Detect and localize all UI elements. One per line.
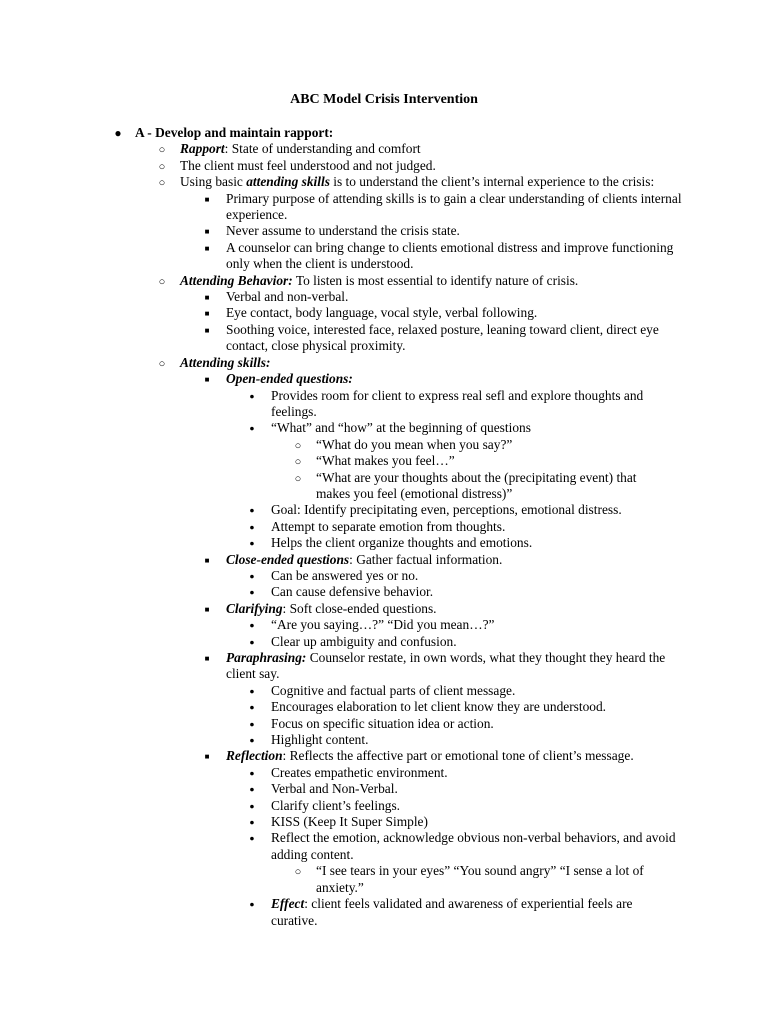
term-clarifying: Clarifying — [226, 600, 283, 616]
rapport-definition: : State of understanding and comfort — [224, 141, 421, 157]
list-item — [0, 470, 768, 503]
list-item — [0, 420, 768, 436]
list-item — [0, 437, 768, 453]
bullet-dot-icon — [245, 716, 259, 732]
bullet-circle-icon — [155, 141, 169, 158]
bullet-circle-icon — [155, 355, 169, 372]
list-item — [0, 371, 768, 387]
list-item — [0, 502, 768, 518]
bullet-square-icon — [200, 223, 214, 240]
list-item — [0, 453, 768, 469]
reflection-point: Clarify client’s feelings. — [271, 797, 401, 813]
list-item — [0, 765, 768, 781]
list-item — [0, 798, 768, 814]
list-item — [0, 584, 768, 600]
term-paraphrasing: Paraphrasing: — [226, 650, 307, 665]
list-item — [0, 781, 768, 797]
effect-definition: : client feels validated and awareness of experiential feels are curative. — [271, 896, 633, 928]
attending-intro-pre: Using basic — [180, 174, 247, 190]
reflection-point: Creates empathetic environment. — [271, 764, 448, 780]
bullet-square-icon — [200, 650, 214, 667]
reflection-point: KISS (Keep It Super Simple) — [271, 814, 428, 830]
term-attending-behavior: Attending Behavior: — [180, 272, 293, 288]
bullet-square-icon — [200, 748, 214, 765]
paraphrasing-point: Highlight content. — [271, 732, 369, 748]
bullet-circle-icon — [155, 174, 169, 191]
bullet-circle-icon — [291, 437, 305, 454]
bullet-dot-icon — [245, 502, 259, 518]
list-item — [0, 699, 768, 715]
term-open-ended: Open-ended questions: — [226, 371, 353, 387]
paraphrasing-point: Focus on specific situation idea or action. — [271, 715, 494, 731]
term-attending-skills: attending skills — [246, 174, 330, 190]
paraphrasing-definition: Counselor restate, in own words, what they thought they heard the client say. — [226, 650, 666, 682]
bullet-square-icon — [200, 601, 214, 618]
open-ended-point: Goal: Identify precipitating even, perceptions, emotional distress. — [271, 502, 622, 518]
attending-point: Never assume to understand the crisis state. — [226, 223, 460, 239]
list-item — [0, 223, 768, 239]
list-item — [0, 305, 768, 321]
section-a — [0, 125, 768, 141]
list-item — [0, 634, 768, 650]
list-item — [0, 601, 768, 617]
list-item — [0, 748, 768, 764]
bullet-dot-icon — [245, 420, 259, 436]
list-item — [0, 240, 768, 273]
open-ended-example: “What do you mean when you say?” — [316, 436, 513, 452]
list-item — [0, 683, 768, 699]
bullet-dot-icon — [245, 699, 259, 715]
bullet-square-icon — [200, 289, 214, 306]
client-understood-text: The client must feel understood and not judged. — [180, 157, 436, 173]
attending-intro-post: is to understand the client’s internal experience to the crisis: — [329, 174, 655, 190]
list-item — [0, 322, 768, 355]
bullet-square-icon — [200, 240, 214, 257]
list-item — [0, 273, 768, 289]
list-item — [0, 388, 768, 421]
bullet-circle-icon — [155, 273, 169, 290]
open-ended-point: “What” and “how” at the beginning of questions — [271, 420, 531, 436]
list-item — [0, 830, 768, 863]
close-ended-point: Can be answered yes or no. — [271, 567, 419, 583]
list-item — [0, 552, 768, 568]
open-ended-example: “What makes you feel…” — [316, 453, 455, 469]
clarifying-point: Clear up ambiguity and confusion. — [271, 633, 457, 649]
bullet-dot-icon — [245, 568, 259, 584]
bullet-circle-icon — [291, 453, 305, 470]
bullet-square-icon — [200, 191, 214, 208]
open-ended-example: “What are your thoughts about the (precipitating event) that makes you feel (emotional distress)” — [316, 469, 637, 501]
open-ended-point: Helps the client organize thoughts and emotions. — [271, 535, 533, 551]
list-item — [0, 896, 768, 929]
bullet-dot-icon — [245, 388, 259, 404]
document-title: ABC Model Crisis Intervention — [290, 92, 478, 107]
list-item — [0, 863, 768, 896]
behavior-point: Verbal and non-verbal. — [226, 289, 349, 305]
bullet-square-icon — [200, 552, 214, 569]
bullet-dot-icon — [111, 125, 125, 141]
list-item — [0, 814, 768, 830]
reflection-point: Verbal and Non-Verbal. — [271, 781, 398, 797]
bullet-square-icon — [200, 371, 214, 388]
bullet-dot-icon — [245, 814, 259, 830]
open-ended-point: Provides room for client to express real sefl and explore thoughts and feelings. — [271, 387, 644, 419]
document-body — [0, 125, 768, 929]
bullet-dot-icon — [245, 765, 259, 781]
attending-point: Primary purpose of attending skills is to gain a clear understanding of clients internal experience. — [226, 190, 682, 223]
list-item — [0, 716, 768, 732]
list-item — [0, 355, 768, 371]
attending-skills-label: Attending skills: — [180, 354, 271, 370]
bullet-square-icon — [200, 305, 214, 322]
list-item — [0, 141, 768, 157]
term-reflection: Reflection — [226, 748, 283, 764]
list-item — [0, 289, 768, 305]
reflection-point: Reflect the emotion, acknowledge obvious non-verbal behaviors, and avoid adding content. — [271, 830, 676, 862]
list-item — [0, 519, 768, 535]
bullet-dot-icon — [245, 535, 259, 551]
list-item — [0, 535, 768, 551]
list-item — [0, 191, 768, 224]
list-item — [0, 158, 768, 174]
reflection-example: “I see tears in your eyes” “You sound angry” “I sense a lot of anxiety.” — [316, 863, 644, 895]
bullet-dot-icon — [245, 896, 259, 912]
close-ended-point: Can cause defensive behavior. — [271, 584, 434, 600]
behavior-point: Soothing voice, interested face, relaxed posture, leaning toward client, direct eye contact, close physical proximity. — [226, 321, 659, 354]
term-close-ended: Close-ended questions — [226, 551, 350, 567]
term-rapport: Rapport — [180, 141, 225, 157]
term-effect: Effect — [271, 896, 305, 912]
list-item — [0, 732, 768, 748]
bullet-dot-icon — [245, 584, 259, 600]
bullet-circle-icon — [291, 863, 305, 880]
paraphrasing-point: Cognitive and factual parts of client message. — [271, 682, 516, 698]
section-a-heading: A - Develop and maintain rapport: — [135, 125, 334, 140]
bullet-dot-icon — [245, 781, 259, 797]
bullet-dot-icon — [245, 519, 259, 535]
list-item — [0, 617, 768, 633]
attending-behavior-definition: To listen is most essential to identify nature of crisis. — [292, 272, 579, 288]
bullet-circle-icon — [155, 158, 169, 175]
list-item — [0, 650, 768, 683]
bullet-dot-icon — [245, 617, 259, 633]
bullet-square-icon — [200, 322, 214, 339]
attending-point: A counselor can bring change to clients emotional distress and improve functioning only when the client is understood. — [226, 239, 674, 272]
behavior-point: Eye contact, body language, vocal style, verbal following. — [226, 305, 538, 321]
bullet-dot-icon — [245, 798, 259, 814]
close-ended-definition: : Gather factual information. — [349, 551, 503, 567]
bullet-dot-icon — [245, 732, 259, 748]
list-item — [0, 568, 768, 584]
list-item — [0, 174, 768, 190]
paraphrasing-point: Encourages elaboration to let client know they are understood. — [271, 699, 607, 715]
reflection-definition: : Reflects the affective part or emotional tone of client’s message. — [282, 748, 634, 764]
open-ended-point: Attempt to separate emotion from thoughts. — [271, 518, 506, 534]
bullet-dot-icon — [245, 830, 259, 846]
bullet-circle-icon — [291, 470, 305, 487]
bullet-dot-icon — [245, 683, 259, 699]
clarifying-definition: : Soft close-ended questions. — [282, 600, 437, 616]
clarifying-point: “Are you saying…?” “Did you mean…?” — [271, 617, 495, 633]
bullet-dot-icon — [245, 634, 259, 650]
